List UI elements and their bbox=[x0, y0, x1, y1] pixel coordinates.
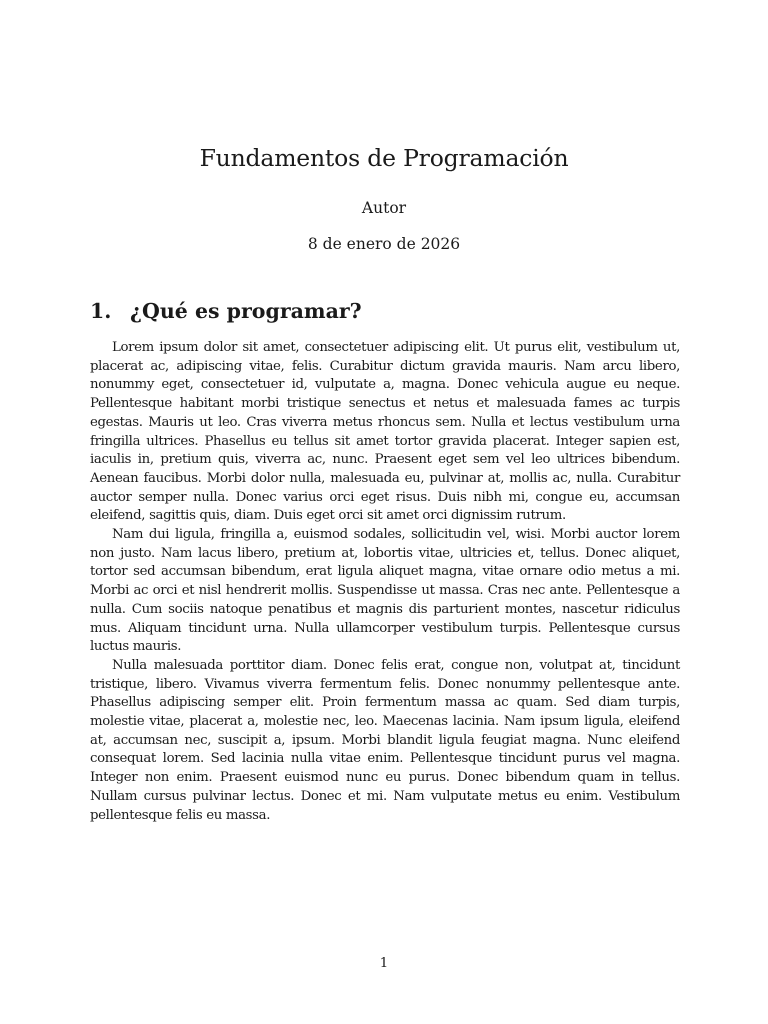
document-title: Fundamentos de Programación bbox=[199, 144, 569, 172]
section-title: ¿Qué es programar? bbox=[130, 299, 362, 323]
page-number: 1 bbox=[379, 956, 389, 971]
paragraph: Nulla malesuada porttitor diam. Donec felis erat, congue non, volutpat at, tincidunt tristique, libero. Vivamus viverra fermentum felis. Donec nonummy pellentesque ante. Phasellus adipiscing semper elit. Proin fermentum massa ac quam. Sed diam turpis, molestie vitae, placerat a, molestie nec, leo. Maecenas lacinia. Nam ipsum ligula, eleifend at, accumsan nec, suscipit a, ipsum. Morbi blandit ligula feugiat magna. Nunc eleifend consequat lorem. Sed lacinia nulla vitae enim. Pellentesque tincidunt purus vel magna. Integer non enim. Praesent euismod nunc eu purus. Donec bibendum quam in tellus. Nullam cursus pulvinar lectus. Donec et mi. Nam vulputate metus eu enim. Vestibulum pellentesque felis eu massa. bbox=[90, 657, 680, 823]
section-number: 1. bbox=[90, 299, 112, 323]
section-heading bbox=[90, 299, 362, 323]
section-body bbox=[90, 339, 680, 825]
paragraph: Lorem ipsum dolor sit amet, consectetuer adipiscing elit. Ut purus elit, vestibulum ut, placerat ac, adipiscing vitae, felis. Curabitur dictum gravida mauris. Nam arcu libero, nonummy eget, consectetuer id, vulputate a, magna. Donec vehicula augue eu neque. Pellentesque habitant morbi tristique senectus et netus et malesuada fames ac turpis egestas. Mauris ut leo. Cras viverra metus rhoncus sem. Nulla et lectus vestibulum urna fringilla ultrices. Phasellus eu tellus sit amet tortor gravida placerat. Integer sapien est, iaculis in, pretium quis, viverra ac, nunc. Praesent eget sem vel leo ultrices bibendum. Aenean faucibus. Morbi dolor nulla, malesuada eu, pulvinar at, mollis ac, nulla. Curabitur auctor semper nulla. Donec varius orci eget risus. Duis nibh mi, congue eu, accumsan eleifend, sagittis quis, diam. Duis eget orci sit amet orci dignissim rutrum. bbox=[90, 340, 680, 524]
document-author: Autor bbox=[361, 199, 407, 217]
paragraph: Nam dui ligula, fringilla a, euismod sodales, sollicitudin vel, wisi. Morbi auctor lorem non justo. Nam lacus libero, pretium at, lobortis vitae, ultricies et, tellus. Donec aliquet, tortor sed accumsan bibendum, erat ligula aliquet magna, vitae ornare odio metus a mi. Morbi ac orci et nisl hendrerit mollis. Suspendisse ut massa. Cras nec ante. Pellentesque a nulla. Cum sociis natoque penatibus et magnis dis parturient montes, nascetur ridiculus mus. Aliquam tincidunt urna. Nulla ullamcorper vestibulum turpis. Pellentesque cursus luctus mauris. bbox=[90, 527, 680, 655]
document-date: 8 de enero de 2026 bbox=[307, 235, 461, 253]
